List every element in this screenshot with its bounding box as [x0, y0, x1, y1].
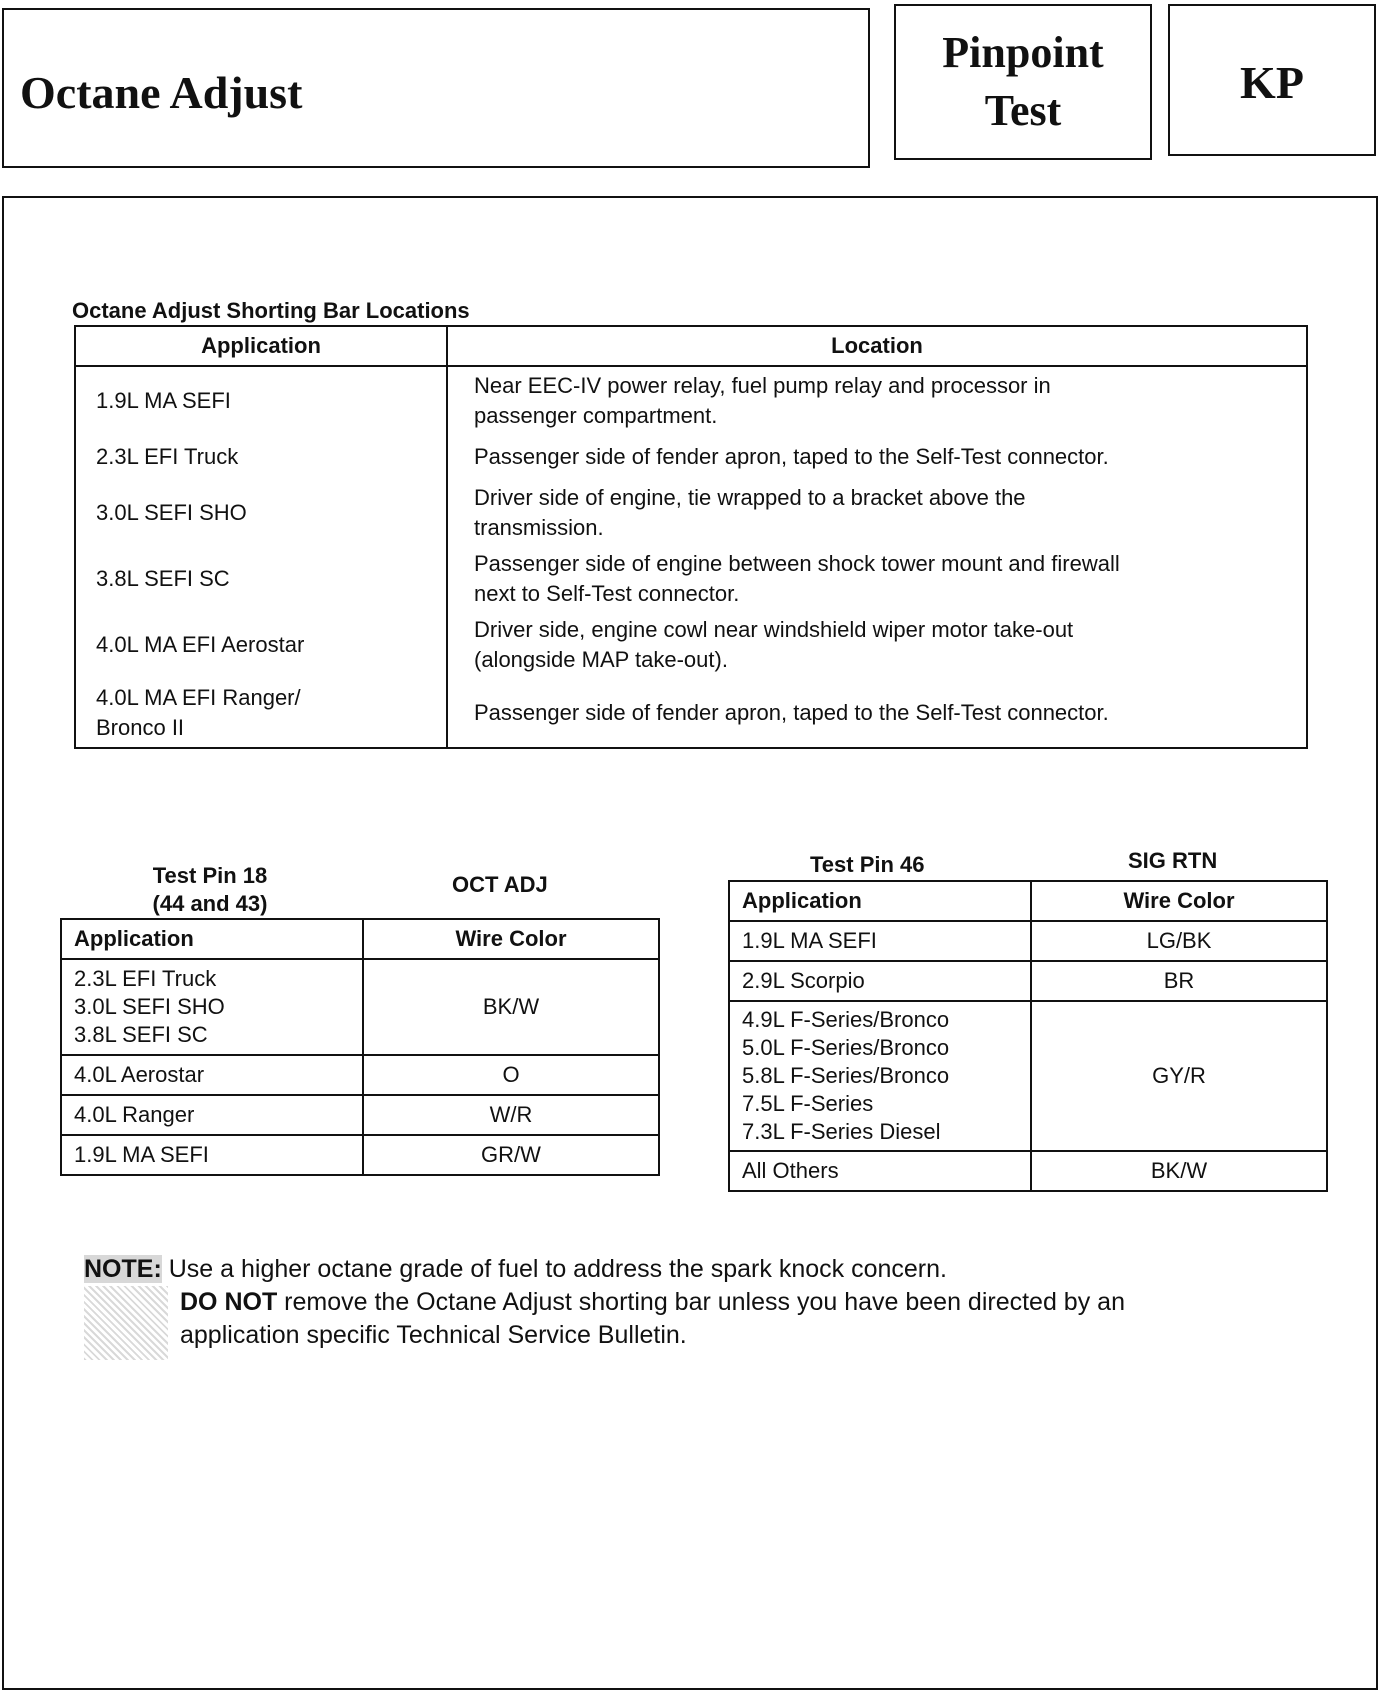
- application-cell: All Others: [729, 1151, 1031, 1191]
- application-cell: [75, 366, 447, 434]
- table-header-row: [75, 326, 1307, 366]
- location-line: Passenger side of fender apron, taped to the Self-Test connector.: [474, 444, 1109, 469]
- pinpoint-test-label: [896, 24, 1150, 140]
- table-row: [729, 921, 1327, 961]
- table-row: [75, 546, 1307, 612]
- wire-color-cell: W/R: [363, 1095, 659, 1135]
- title-box: [2, 8, 870, 168]
- location-line: Passenger side of engine between shock tower mount and firewall: [474, 551, 1120, 576]
- location-line: Near EEC-IV power relay, fuel pump relay and processor in: [474, 372, 1051, 398]
- application-cell: [61, 959, 363, 1055]
- wire-color-cell: BK/W: [363, 959, 659, 1055]
- table-row: [61, 1095, 659, 1135]
- location-line: transmission.: [474, 515, 604, 540]
- location-line: Passenger side of fender apron, taped to the Self-Test connector.: [474, 699, 1109, 725]
- pin-label-line: (44 and 43): [152, 891, 268, 916]
- location-cell: [447, 434, 1307, 480]
- pinpoint-line1: Pinpoint: [942, 28, 1104, 77]
- pinpoint-line2: Test: [984, 86, 1062, 135]
- table-header-row: [729, 881, 1327, 921]
- application-text: 2.3L EFI Truck: [96, 444, 239, 469]
- table-row: [75, 678, 1307, 748]
- test-code: KP: [1240, 57, 1304, 108]
- wire-color-cell: GY/R: [1031, 1001, 1327, 1151]
- oct-adj-pin-label: [120, 862, 300, 918]
- table-row: [75, 612, 1307, 678]
- wire-color-cell: O: [363, 1055, 659, 1095]
- oct-adj-signal-label: OCT ADJ: [452, 872, 548, 897]
- application-text: 2.3L EFI Truck: [74, 966, 217, 991]
- application-cell: 2.9L Scorpio: [729, 961, 1031, 1001]
- note-block: [84, 1253, 1284, 1352]
- table-row: [729, 961, 1327, 1001]
- application-text: 5.8L F-Series/Bronco: [742, 1063, 950, 1088]
- application-text: 1.9L MA SEFI: [96, 387, 231, 413]
- application-cell: 4.0L Ranger: [61, 1095, 363, 1135]
- note-line3: application specific Technical Service Bulletin.: [180, 1321, 687, 1349]
- col-header-application: Application: [729, 881, 1031, 921]
- note-label: NOTE:: [84, 1255, 162, 1283]
- application-text: 7.3L F-Series Diesel: [742, 1119, 941, 1144]
- pin-label-line: Test Pin 18: [152, 863, 268, 888]
- application-cell: 4.0L Aerostar: [61, 1055, 363, 1095]
- col-header-wire-color: Wire Color: [1031, 881, 1327, 921]
- application-text: 4.0L MA EFI Aerostar: [96, 632, 305, 657]
- note-text: Use a higher octane grade of fuel to address the spark knock concern.: [168, 1255, 947, 1283]
- note-line1: [84, 1253, 1284, 1286]
- wire-color-cell: LG/BK: [1031, 921, 1327, 961]
- application-text: 3.0L SEFI SHO: [96, 500, 247, 525]
- application-cell: [75, 612, 447, 678]
- location-cell: [447, 480, 1307, 546]
- table-row: [729, 1001, 1327, 1151]
- table-row: [729, 1151, 1327, 1191]
- application-cell: [75, 434, 447, 480]
- location-line: (alongside MAP take-out).: [474, 647, 728, 672]
- pinpoint-test-box: [894, 4, 1152, 160]
- application-text: 7.5L F-Series: [742, 1091, 874, 1116]
- col-header-application: Application: [61, 919, 363, 959]
- col-header-location: Location: [447, 326, 1307, 366]
- col-header-application: Application: [75, 326, 447, 366]
- locations-table: [74, 325, 1308, 749]
- application-cell: 1.9L MA SEFI: [61, 1135, 363, 1175]
- location-line: Driver side of engine, tie wrapped to a bracket above the: [474, 485, 1026, 510]
- application-text: 5.0L F-Series/Bronco: [742, 1035, 950, 1060]
- application-text: Bronco II: [96, 714, 185, 740]
- table-header-row: [61, 919, 659, 959]
- wire-color-cell: BK/W: [1031, 1151, 1327, 1191]
- test-code-box: [1168, 4, 1376, 156]
- location-cell: [447, 366, 1307, 434]
- table-row: [75, 434, 1307, 480]
- sig-rtn-pin-label: Test Pin 46: [810, 852, 925, 877]
- sig-rtn-signal-label: SIG RTN: [1128, 848, 1218, 873]
- location-line: Driver side, engine cowl near windshield wiper motor take-out: [474, 617, 1074, 642]
- table-row: [61, 1055, 659, 1095]
- note-do-not: DO NOT: [180, 1288, 278, 1316]
- sig-rtn-wire-table: [728, 880, 1328, 1192]
- note-text: remove the Octane Adjust shorting bar unless you have been directed by an: [284, 1288, 1125, 1316]
- note-line2: [84, 1286, 1284, 1319]
- application-text: 3.8L SEFI SC: [96, 566, 230, 591]
- application-text: 4.0L MA EFI Ranger/: [96, 684, 301, 710]
- locations-caption: Octane Adjust Shorting Bar Locations: [72, 298, 470, 323]
- location-cell: [447, 546, 1307, 612]
- application-text: 3.0L SEFI SHO: [74, 994, 225, 1019]
- location-line: passenger compartment.: [474, 402, 718, 428]
- application-text: 3.8L SEFI SC: [74, 1022, 208, 1047]
- location-line: next to Self-Test connector.: [474, 581, 740, 606]
- application-cell: [75, 480, 447, 546]
- application-cell: [75, 546, 447, 612]
- table-row: [61, 1135, 659, 1175]
- page-title: Octane Adjust: [20, 67, 303, 118]
- application-cell: [75, 678, 447, 748]
- wire-color-cell: GR/W: [363, 1135, 659, 1175]
- table-row: [75, 366, 1307, 434]
- oct-adj-wire-table: [60, 918, 660, 1176]
- application-cell: [729, 1001, 1031, 1151]
- location-cell: [447, 612, 1307, 678]
- application-cell: 1.9L MA SEFI: [729, 921, 1031, 961]
- table-row: [75, 480, 1307, 546]
- application-text: 4.9L F-Series/Bronco: [742, 1007, 950, 1032]
- wire-color-cell: BR: [1031, 961, 1327, 1001]
- col-header-wire-color: Wire Color: [363, 919, 659, 959]
- location-cell: [447, 678, 1307, 748]
- table-row: [61, 959, 659, 1055]
